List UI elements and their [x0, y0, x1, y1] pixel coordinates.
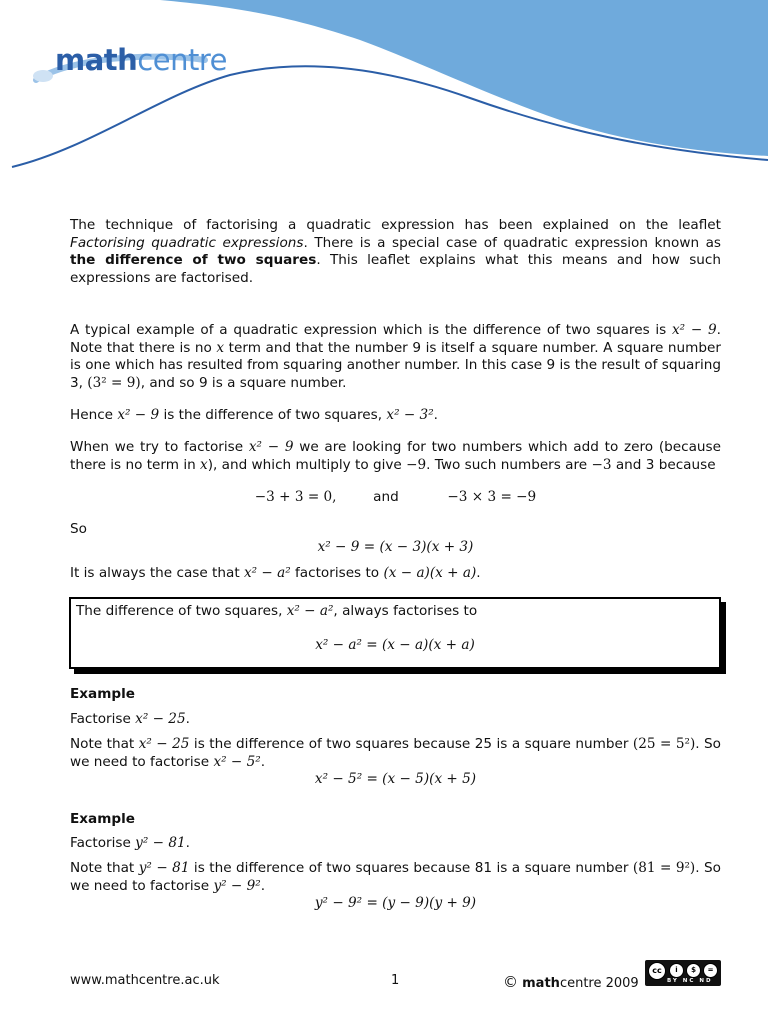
logo-swoosh-tip — [33, 70, 53, 82]
factorise-explanation-paragraph: When we try to factorise x² − 9 we are looking for two numbers which add to zero (because there is no term in x), and which multiply to give −9. Two such numbers are −3 and 3 because — [70, 439, 721, 473]
example1-equation: x² − 5² = (x − 5)(x + 5) — [314, 771, 477, 787]
key-result-box — [69, 597, 721, 669]
noncommercial-icon: $ — [686, 963, 701, 978]
intro-paragraph: The technique of factorising a quadratic expression has been explained on the leaflet Factorising quadratic expressions. There is a special case of quadratic expression known as the difference of two squares. This leaflet explains what this means and how such expressions are factorised. — [70, 217, 722, 286]
attribution-icon: i — [669, 963, 684, 978]
product-equation: −3 × 3 = −9 — [447, 489, 537, 505]
general-case-paragraph: It is always the case that x² − a² factorises to (x − a)(x + a). — [70, 565, 481, 581]
factorisation-equation: x² − 9 = (x − 3)(x + 3) — [317, 539, 474, 555]
hence-paragraph: Hence x² − 9 is the difference of two squares, x² − 3². — [70, 407, 438, 423]
copyright-icon: © — [503, 973, 518, 991]
example2-note: Note that y² − 81 is the difference of two squares because 81 is a square number (81 = 9²). So we need to factorise y² − 9². — [70, 860, 721, 894]
page-number: 1 — [391, 973, 400, 988]
sum-product-equations — [70, 489, 721, 505]
example2-heading: Example — [70, 811, 136, 827]
example2-question: Factorise y² − 81. — [70, 835, 190, 851]
key-result-equation: x² − a² = (x − a)(x + a) — [315, 637, 475, 653]
example1-note: Note that x² − 25 is the difference of two squares because 25 is a square number (25 = 5²). So we need to factorise x² − 5². — [70, 736, 721, 770]
noderivatives-icon: = — [703, 963, 718, 978]
mathcentre-logo — [55, 43, 227, 77]
so-label: So — [70, 521, 87, 537]
sum-equation: −3 + 3 = 0, — [254, 489, 337, 505]
and-word: and — [373, 489, 399, 505]
footer-url[interactable]: www.mathcentre.ac.uk — [70, 973, 220, 988]
key-result-text: The difference of two squares, x² − a², always factorises to — [76, 603, 478, 619]
example1-heading: Example — [70, 686, 136, 702]
header-banner — [0, 0, 768, 200]
leaflet-title-reference: Factorising quadratic expressions — [70, 234, 304, 251]
cc-by-nc-nd-icon[interactable] — [645, 960, 721, 986]
logo-text-centre: centre — [137, 43, 227, 77]
example2-equation: y² − 9² = (y − 9)(y + 9) — [314, 895, 477, 911]
license-label: BY NC ND — [667, 978, 713, 984]
footer-copyright: © mathcentre 2009 — [503, 973, 639, 991]
example1-question: Factorise x² − 25. — [70, 711, 190, 727]
typical-example-paragraph: A typical example of a quadratic expression which is the difference of two squares is x² − 9. Note that there is no x term and that the number 9 is itself a square number. A square number is one which has resulted from squaring another number. In this case 9 is the result of squaring 3, (3² = 9), and so 9 is a square number. — [70, 322, 721, 391]
cc-circle-icon: cc — [648, 962, 666, 980]
key-term: the difference of two squares — [70, 252, 317, 268]
logo-text-math: math — [55, 43, 138, 77]
